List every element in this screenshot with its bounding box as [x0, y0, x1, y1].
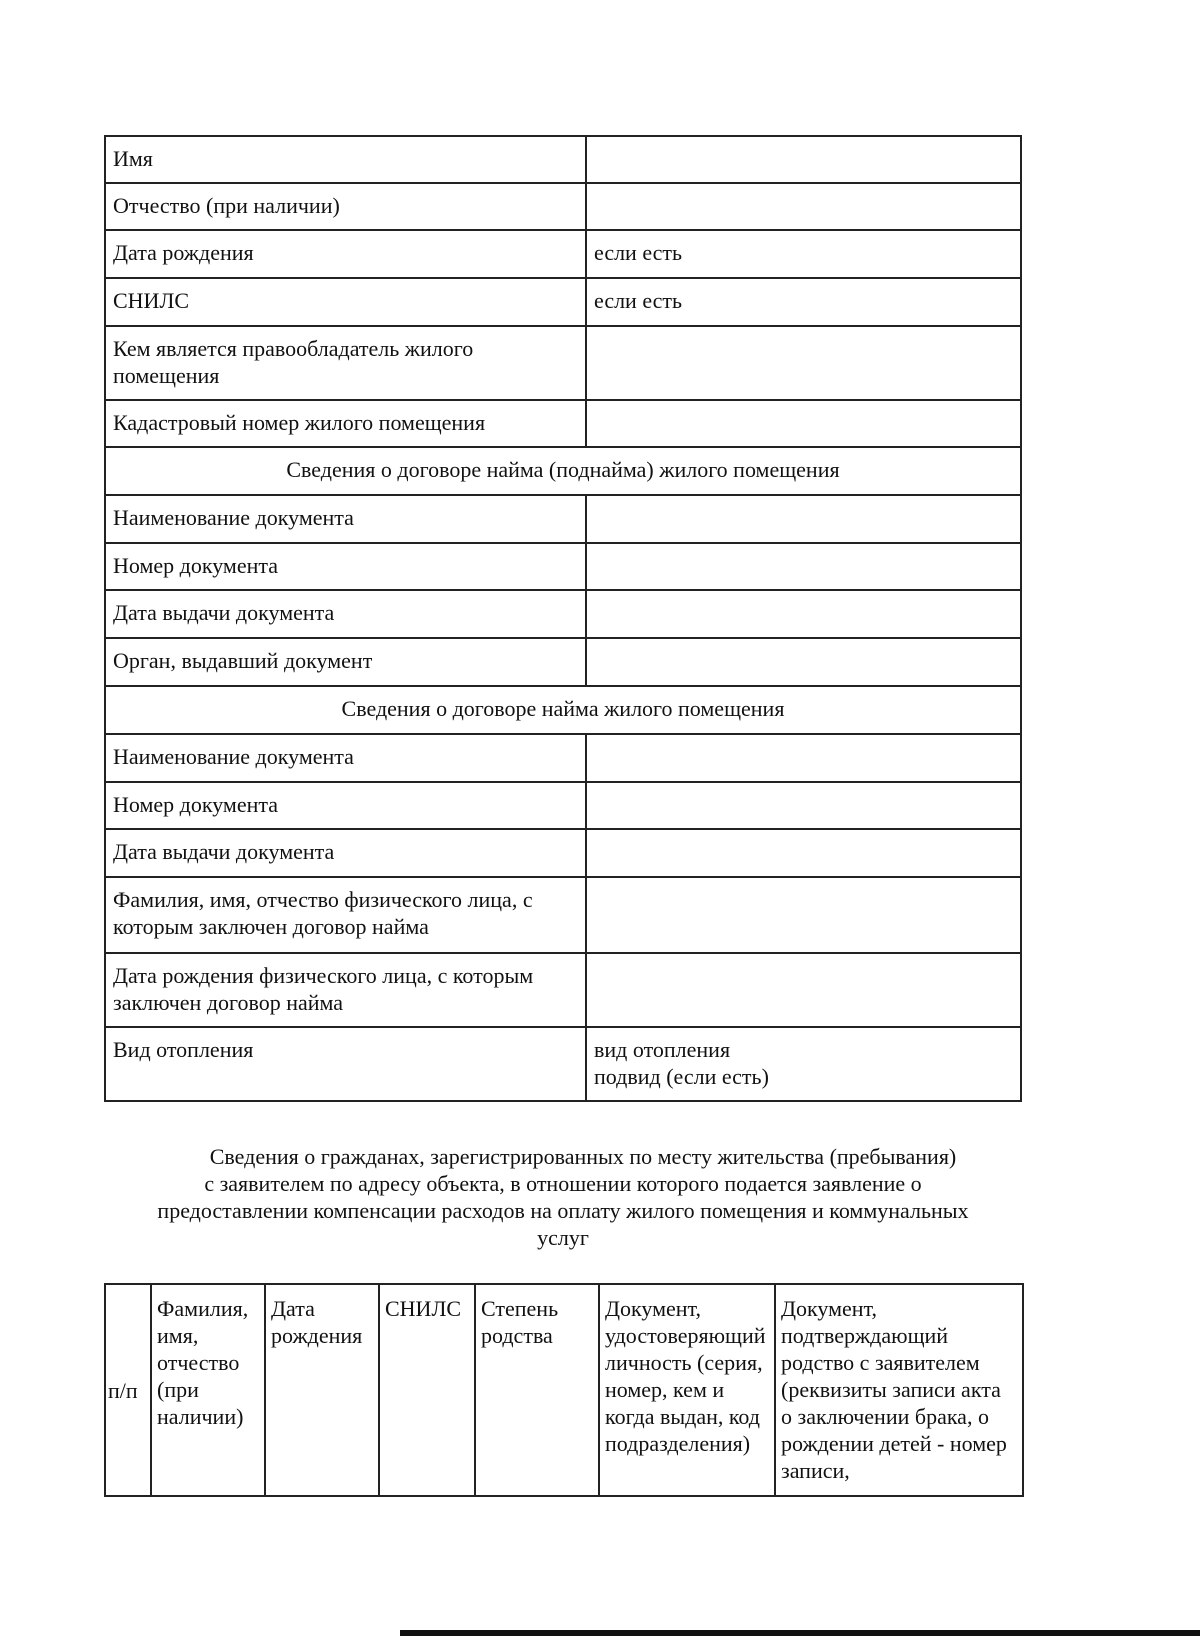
patronymic-label: Отчество (при наличии) — [105, 183, 586, 230]
tenant-fullname-label: Фамилия, имя, отчество физического лица, с которым заключен договор найма — [105, 877, 586, 953]
snils-label: СНИЛС — [105, 278, 586, 326]
table-row — [105, 590, 1021, 638]
table-header-row — [105, 1284, 1023, 1496]
lease-doc-number-label: Номер документа — [105, 782, 586, 829]
lease-doc-date-label: Дата выдачи документа — [105, 829, 586, 877]
table-row — [105, 1027, 1021, 1101]
col-header-kinship-document: Документ, подтверждающий родство с заявителем (реквизиты записи акта о заключении брака, о рождении детей - номер записи, — [775, 1284, 1023, 1496]
heading-line: услуг — [537, 1225, 589, 1250]
tenant-birth-date-value — [586, 953, 1021, 1027]
table-row — [105, 136, 1021, 183]
table-row — [105, 638, 1021, 686]
sublease-doc-name-value — [586, 495, 1021, 543]
table-row — [105, 230, 1021, 278]
heating-type-line: вид отопления — [594, 1037, 731, 1062]
sublease-doc-name-label: Наименование документа — [105, 495, 586, 543]
owner-relation-value — [586, 326, 1021, 400]
table-row — [105, 278, 1021, 326]
snils-value: если есть — [586, 278, 1021, 326]
heating-type-value — [586, 1027, 1021, 1101]
table-row — [105, 877, 1021, 953]
table-row — [105, 326, 1021, 400]
birth-date-label: Дата рождения — [105, 230, 586, 278]
sublease-doc-issuer-label: Орган, выдавший документ — [105, 638, 586, 686]
sublease-doc-issuer-value — [586, 638, 1021, 686]
sublease-section-title: Сведения о договоре найма (поднайма) жилого помещения — [105, 447, 1021, 495]
table-row — [105, 183, 1021, 230]
lease-doc-date-value — [586, 829, 1021, 877]
first-name-label: Имя — [105, 136, 586, 183]
applicant-info-table — [104, 135, 1022, 1102]
heading-line: предоставлении компенсации расходов на оплату жилого помещения и коммунальных — [157, 1198, 969, 1223]
heating-subtype-line: подвид (если есть) — [594, 1064, 769, 1089]
col-header-snils: СНИЛС — [379, 1284, 475, 1496]
table-row — [105, 782, 1021, 829]
table-row — [105, 953, 1021, 1027]
heating-type-label: Вид отопления — [105, 1027, 586, 1101]
lease-doc-number-value — [586, 782, 1021, 829]
table-row — [105, 734, 1021, 782]
sublease-doc-date-value — [586, 590, 1021, 638]
tenant-fullname-value — [586, 877, 1021, 953]
table-row — [105, 686, 1021, 734]
col-header-identity-document: Документ, удостоверяющий личность (серия, номер, кем и когда выдан, код подразделения) — [599, 1284, 775, 1496]
table-row — [105, 543, 1021, 590]
lease-section-title: Сведения о договоре найма жилого помещения — [105, 686, 1021, 734]
col-header-birth-date: Дата рождения — [265, 1284, 379, 1496]
table-row — [105, 447, 1021, 495]
table-row — [105, 829, 1021, 877]
heading-line: с заявителем по адресу объекта, в отношении которого подается заявление о — [204, 1171, 922, 1196]
scan-edge-divider — [400, 1630, 1200, 1636]
heading-line: Сведения о гражданах, зарегистрированных по месту жительства (пребывания) — [209, 1144, 957, 1169]
cadastral-number-label: Кадастровый номер жилого помещения — [105, 400, 586, 447]
sublease-doc-number-label: Номер документа — [105, 543, 586, 590]
citizens-section-heading — [104, 1143, 1022, 1251]
table-row — [105, 495, 1021, 543]
col-header-kinship: Степень родства — [475, 1284, 599, 1496]
lease-doc-name-label: Наименование документа — [105, 734, 586, 782]
first-name-value — [586, 136, 1021, 183]
col-header-fullname: Фамилия, имя, отчество (при наличии) — [151, 1284, 265, 1496]
sublease-doc-number-value — [586, 543, 1021, 590]
tenant-birth-date-label: Дата рождения физического лица, с которым заключен договор найма — [105, 953, 586, 1027]
cadastral-number-value — [586, 400, 1021, 447]
table-row — [105, 400, 1021, 447]
lease-doc-name-value — [586, 734, 1021, 782]
citizens-table — [104, 1283, 1024, 1497]
sublease-doc-date-label: Дата выдачи документа — [105, 590, 586, 638]
patronymic-value — [586, 183, 1021, 230]
col-header-number: п/п — [105, 1284, 151, 1496]
owner-relation-label: Кем является правообладатель жилого помещения — [105, 326, 586, 400]
birth-date-value: если есть — [586, 230, 1021, 278]
